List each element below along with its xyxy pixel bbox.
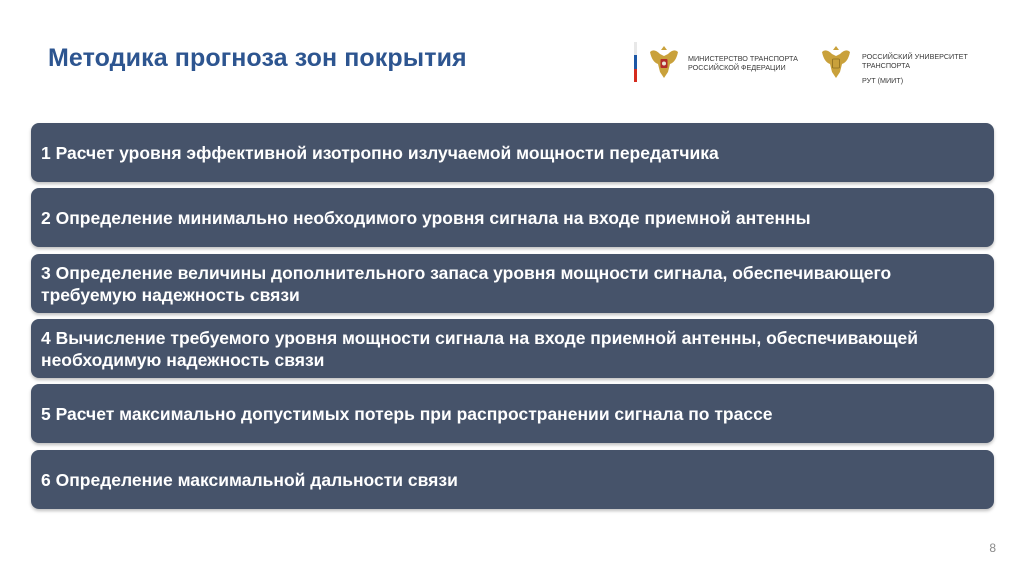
step-text: 5 Расчет максимально допустимых потерь при распространении сигнала по трассе xyxy=(41,403,773,424)
ministry-name-line2: РОССИЙСКОЙ ФЕДЕРАЦИИ xyxy=(688,63,786,72)
step-text: 3 Определение величины дополнительного запаса уровня мощности сигнала, обеспечивающего требуемую надежность связи xyxy=(41,262,892,305)
step-item xyxy=(31,450,994,509)
step-item xyxy=(31,319,994,378)
step-text: 6 Определение максимальной дальности связи xyxy=(41,469,458,490)
page-number: 8 xyxy=(989,541,996,555)
russian-flag-stripe xyxy=(634,42,637,82)
ministry-name-line1: МИНИСТЕРСТВО ТРАНСПОРТА xyxy=(688,54,798,63)
university-emblem-icon xyxy=(816,42,856,84)
step-item xyxy=(31,123,994,182)
step-text: 4 Вычисление требуемого уровня мощности сигнала на входе приемной антенны, обеспечивающей необходимую надежность связи xyxy=(41,327,919,370)
step-text: 1 Расчет уровня эффективной изотропно излучаемой мощности передатчика xyxy=(41,142,719,163)
university-name-line2: ТРАНСПОРТА xyxy=(862,61,911,70)
ministry-name xyxy=(688,54,798,72)
step-text: 2 Определение минимально необходимого уровня сигнала на входе приемной антенны xyxy=(41,207,811,228)
page-title: Методика прогноза зон покрытия xyxy=(48,44,467,72)
step-item xyxy=(31,188,994,247)
university-name xyxy=(862,52,968,85)
step-item xyxy=(31,254,994,313)
university-abbreviation: РУТ (МИИТ) xyxy=(862,76,904,85)
step-item xyxy=(31,384,994,443)
university-name-line1: РОССИЙСКИЙ УНИВЕРСИТЕТ xyxy=(862,52,968,61)
double-headed-eagle-emblem-icon xyxy=(644,42,684,84)
